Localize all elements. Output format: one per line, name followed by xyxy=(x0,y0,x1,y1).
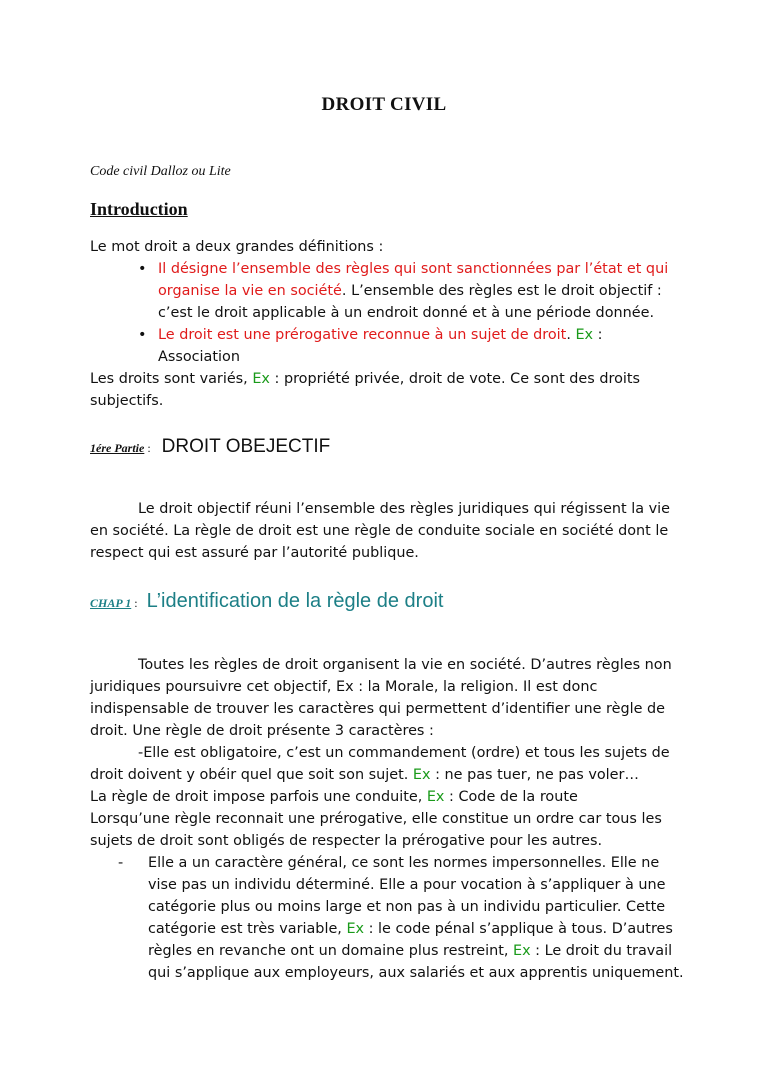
bullet-1-rest: . L’ensemble des règles est le droit objectif : xyxy=(341,283,662,299)
bullet-icon: • xyxy=(138,327,147,343)
dash-line-5-b: : Le droit du travail xyxy=(530,943,673,959)
part-1-line-2: en société. La règle de droit est une règle de conduite sociale en société dont le xyxy=(90,523,669,539)
chap-line-7-a: La règle de droit impose parfois une conduite, xyxy=(90,789,427,805)
chap-line-7 xyxy=(90,786,690,808)
dash-line-3: catégorie plus ou moins large et non pas à un individu particulier. Cette xyxy=(148,899,666,915)
intro-p2-text-a: Les droits sont variés, xyxy=(90,371,253,387)
chapter-colon: : xyxy=(131,596,141,610)
chap-line-2: juridiques poursuivre cet objectif, Ex : la Morale, la religion. Il est donc xyxy=(90,679,598,695)
dash-line-6: qui s’applique aux employeurs, aux salariés et aux apprentis uniquement. xyxy=(148,965,684,981)
part-1-heading xyxy=(90,436,330,458)
dash-line-1: Elle a un caractère général, ce sont les normes impersonnelles. Elle ne xyxy=(148,855,660,871)
bullet-item-2 xyxy=(90,324,690,346)
bullet-1-line-2 xyxy=(90,280,690,302)
bullet-icon: • xyxy=(138,261,147,277)
part-label: 1ére Partie xyxy=(90,441,145,455)
part-1-body xyxy=(90,498,690,564)
bullet-1-line-3: c’est le droit applicable à un endroit donné et à une période donnée. xyxy=(158,305,655,321)
dash-line-5 xyxy=(90,940,690,962)
part-1-line-1: Le droit objectif réuni l’ensemble des règles juridiques qui régissent la vie xyxy=(138,501,670,517)
ex-label: Ex xyxy=(426,789,445,805)
chap-line-4: droit. Une règle de droit présente 3 caractères : xyxy=(90,723,434,739)
bullet-1-red-text: Il désigne l’ensemble des règles qui sont sanctionnées par l’état et qui xyxy=(158,261,669,277)
chapter-1-heading xyxy=(90,590,443,613)
bullet-2-dot: . xyxy=(566,327,571,343)
chap-line-6-a: droit doivent y obéir quel que soit son sujet. xyxy=(90,767,413,783)
document-subtitle: Code civil Dalloz ou Lite xyxy=(90,164,231,179)
part-title: DROIT OBEJECTIF xyxy=(161,436,331,457)
chapter-label: CHAP 1 xyxy=(90,596,132,610)
ex-label: Ex xyxy=(346,921,365,937)
chapter-title: L’identification de la règle de droit xyxy=(146,590,444,612)
chap-line-1: Toutes les règles de droit organisent la vie en société. D’autres règles non xyxy=(138,657,672,673)
chap-line-7-b: : Code de la route xyxy=(444,789,578,805)
introduction-body xyxy=(90,236,690,412)
ex-label: Ex xyxy=(412,767,431,783)
document-title: DROIT CIVIL xyxy=(321,94,447,115)
chap-line-9: sujets de droit sont obligés de respecter la prérogative pour les autres. xyxy=(90,833,603,849)
bullet-item-1 xyxy=(90,258,690,280)
ex-label: Ex xyxy=(513,943,531,959)
bullet-2-red-text: Le droit est une prérogative reconnue à un sujet de droit xyxy=(158,327,567,343)
chap-line-3: indispensable de trouver les caractères qui permettent d’identifier une règle de xyxy=(90,701,666,717)
bullet-2-line-2: Association xyxy=(158,349,240,365)
introduction-heading: Introduction xyxy=(90,199,188,219)
bullet-2-colon: : xyxy=(593,327,603,343)
ex-label: Ex xyxy=(575,327,594,343)
part-1-line-3: respect qui est assuré par l’autorité publique. xyxy=(90,545,419,561)
chap-line-8: Lorsqu’une règle reconnait une prérogative, elle constitue un ordre car tous les xyxy=(90,811,662,827)
dash-line-4-b: : le code pénal s’applique à tous. D’autres xyxy=(364,921,673,937)
intro-paragraph-2 xyxy=(90,368,690,390)
bullet-1-red-text-2: organise la vie en société xyxy=(158,283,342,299)
dash-line-4 xyxy=(90,918,690,940)
dash-line-5-a: règles en revanche ont un domaine plus restreint, xyxy=(148,943,513,959)
chap-line-6-b: : ne pas tuer, ne pas voler… xyxy=(430,767,639,783)
intro-p2-text-b: : propriété privée, droit de vote. Ce sont des droits xyxy=(269,371,641,387)
chap-line-5: -Elle est obligatoire, c’est un commandement (ordre) et tous les sujets de xyxy=(138,745,670,761)
ex-label: Ex xyxy=(252,371,270,387)
intro-paragraph-1: Le mot droit a deux grandes définitions : xyxy=(90,239,384,255)
intro-paragraph-2-line-2: subjectifs. xyxy=(90,393,164,409)
dash-item-1 xyxy=(90,852,690,874)
dash-line-2: vise pas un individu déterminé. Elle a pour vocation à s’appliquer à une xyxy=(148,877,666,893)
part-colon: : xyxy=(144,441,154,455)
dash-bullet: - xyxy=(118,855,124,871)
dash-line-4-a: catégorie est très variable, xyxy=(148,921,347,937)
chap-line-6 xyxy=(90,764,690,786)
chapter-1-body xyxy=(90,654,690,984)
